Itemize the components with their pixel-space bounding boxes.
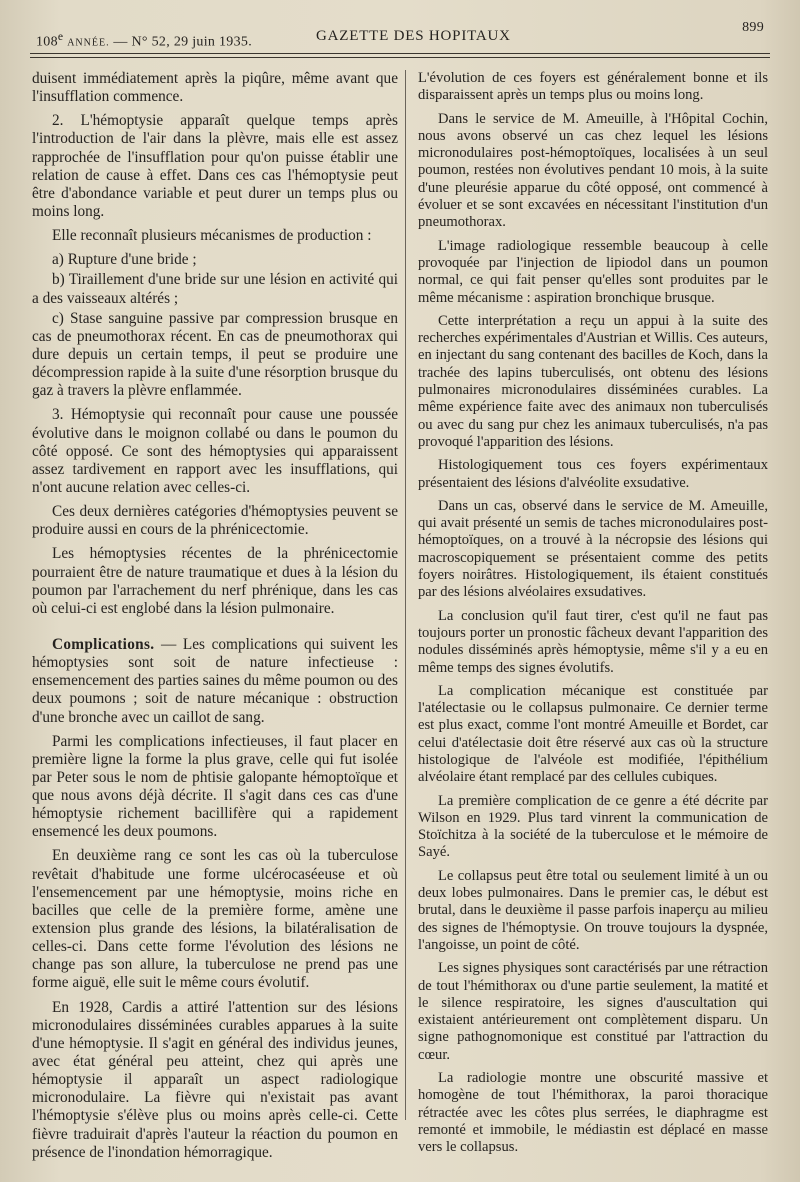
issue-info bbox=[36, 30, 252, 51]
paragraph: L'évolution de ces foyers est généralement bonne et ils disparaissent après un temps plus ou moins long. bbox=[418, 70, 768, 104]
paragraph: duisent immédiatement après la piqûre, même avant que l'insufflation commence. bbox=[32, 70, 398, 106]
paragraph: Dans le service de M. Ameuille, à l'Hôpital Cochin, nous avons observé un cas chez lequel les lésions micronodulaires post-hémoptoïques, localisées à un seul poumon, restées non évolutives pendant 10 mois, à la suite d'une pleurésie apparue du côté opposé, ont commencé à évoluer et se sont excavées en nécessitant l'institution d'un pneumothorax. bbox=[418, 110, 768, 231]
paragraph: Dans un cas, observé dans le service de M. Ameuille, qui avait présenté un semis de taches micronodulaires post-hémoptoïques, on a trouvé à la nécropsie des lésions qui macroscopiquement se présentaient comme des petits foyers noirâtres. Histologiquement, ils étaient constitués par des lésions alvéolaires exsudatives. bbox=[418, 497, 768, 601]
paragraph: La radiologie montre une obscurité massive et homogène de tout l'hémithorax, la paroi thoracique rétractée avec les côtes plus serrées, le diaphragme est remonté et immobile, le médiastin est déplacé en masse vers le collapsus. bbox=[418, 1070, 768, 1156]
paragraph: La conclusion qu'il faut tirer, c'est qu'il ne faut pas toujours porter un pronostic fâcheux devant l'apparition des nodules disséminés après hémoptysie, même s'il y a eu en même temps des signes évolutifs. bbox=[418, 607, 768, 676]
year-suffix: e bbox=[57, 30, 64, 43]
paragraph: La complication mécanique est constituée par l'atélectasie ou le collapsus pulmonaire. Ce dernier terme est plus exact, comme l'ont montré Ameuille et Bordet, car celui d'atélectasie doit être réservé aux cas où la structure histologique de l'alvéole est modifiée, l'épithélium alvéolaire étant remplacé par des cellules cubiques. bbox=[418, 682, 768, 786]
paragraph: Ces deux dernières catégories d'hémoptysies peuvent se produire aussi en cours de la phrénicectomie. bbox=[32, 503, 398, 539]
paragraph: Parmi les complications infectieuses, il faut placer en première ligne la forme la plus grave, celle qui fut isolée par Peter sous le nom de phtisie galopante hémoptoïque et que nous avons déjà décrite. Il s'agit dans ces cas d'une hémoptysie richement bacillifère qui a rapidement ensemencé les deux poumons. bbox=[32, 732, 398, 841]
issue-date: — N° 52, 29 juin 1935. bbox=[113, 34, 252, 50]
paragraph: 3. Hémoptysie qui reconnaît pour cause une poussée évolutive dans le moignon collabé ou dans le poumon du côté opposé. Ce sont des hémoptysies qui apparaissent assez tardivement en rapport avec les insufflations, qui n'ont aucune relation avec celles-ci. bbox=[32, 406, 398, 496]
page-number: 899 bbox=[742, 20, 764, 35]
section-text: — Les complications qui suivent les hémoptysies sont soit de nature infectieuse : ensemencement des parties saines du même poumon ou des deux poumons ; soit de nature mécanique : obstruction d'une bronche avec un caillot de sang. bbox=[32, 635, 398, 726]
running-header bbox=[36, 20, 768, 50]
complications-paragraph bbox=[32, 636, 398, 727]
paragraph: Cette interprétation a reçu un appui à la suite des recherches expérimentales d'Austrian et Willis. Ces auteurs, en injectant du sang contenant des bacilles de Koch, dans la trachée des lapins tuberculisés, ont obtenu des lésions pulmonaires micronodulaires disséminées curables. La même expérience faite avec des animaux non tuberculisés ou avec du sang pur chez les animaux tuberculisés, n'a pas provoqué l'apparition des lésions. bbox=[418, 312, 768, 450]
paragraph: La première complication de ce genre a été décrite par Wilson en 1929. Plus tard vinrent la communication de Stoïchitza à la société de la tuberculose et le mémoire de Sayé. bbox=[418, 792, 768, 861]
column-divider bbox=[405, 70, 406, 1120]
paragraph: Elle reconnaît plusieurs mécanismes de production : bbox=[52, 227, 372, 245]
year-number: 108 bbox=[36, 34, 58, 50]
paragraph: Les hémoptysies récentes de la phrénicectomie pourraient être de nature traumatique et dues à la lésion du poumon par l'arrachement du nerf phrénique, dans les cas où celui-ci est englobé dans la lésion pulmonaire. bbox=[32, 545, 398, 617]
paragraph: En deuxième rang ce sont les cas où la tuberculose revêtait d'habitude une forme ulcérocaséeuse et où l'ensemencement par une hémoptysie, moins riche en bacilles que celle de la première forme, amène une extension plus grande des lésions, la bilatéralisation de celles-ci. Dans cette forme l'évolution des lésions ne change pas son allure, la tuberculose ne prend pas une forme aiguë, elle suit le même cours évolutif. bbox=[32, 847, 398, 992]
header-rule-bottom bbox=[30, 57, 770, 58]
list-item: a) Rupture d'une bride ; bbox=[52, 251, 197, 269]
right-column bbox=[418, 70, 768, 1163]
paragraph: Le collapsus peut être total ou seulement limité à un ou deux lobes pulmonaires. Dans le premier cas, le début est brutal, dans le deuxième il passe parfois inaperçu au milieu des signes de l'hémoptysie. On trouve toujours la dyspnée, l'angoisse, un point de côté. bbox=[418, 867, 768, 953]
section-heading: Complications. bbox=[52, 635, 155, 653]
year-word: ANNÉE. bbox=[67, 37, 110, 49]
paragraph: 2. L'hémoptysie apparaît quelque temps après l'introduction de l'air dans la plèvre, mais elle est assez rapprochée de l'insufflation pour qu'on puisse établir une relation de cause à effet. Dans ces cas l'hémoptysie peut être d'abondance variable et peut durer un temps plus ou moins long. bbox=[32, 112, 398, 220]
list-item: b) Tiraillement d'une bride sur une lésion en activité qui a des vaisseaux altérés ; bbox=[32, 271, 398, 307]
header-rule-top bbox=[30, 53, 770, 54]
paragraph: Histologiquement tous ces foyers expérimentaux présentaient des lésions d'alvéolite exsudative. bbox=[418, 457, 768, 491]
left-column bbox=[32, 70, 398, 1168]
paragraph: En 1928, Cardis a attiré l'attention sur des lésions micronodulaires disséminées curables apparues à la suite d'une hémoptysie. Il s'agit en général des individus jeunes, avec état général peu atteint, chez qui après une hémoptysie il apparaît un aspect radiologique micronodulaire. La fièvre qui n'existait pas avant l'hémoptysie s'élève plus ou moins après celle-ci. Cette fièvre traduirait d'après l'auteur la réaction du poumon en présence de l'inondation hémorragique. bbox=[32, 998, 398, 1161]
paragraph: L'image radiologique ressemble beaucoup à celle provoquée par l'injection de lipiodol dans un poumon normal, ce qui fait penser qu'elles sont produites par le même mécanisme : aspiration bronchique brusque. bbox=[418, 237, 768, 306]
journal-title: GAZETTE DES HOPITAUX bbox=[316, 28, 511, 44]
list-item: c) Stase sanguine passive par compression brusque en cas de pneumothorax récent. En cas de pneumothorax qui dure depuis un certain temps, il peut se produire une décompression rapide à la suite d'une résorption brusque du gaz à travers la plèvre enflammée. bbox=[32, 309, 398, 400]
paragraph: Les signes physiques sont caractérisés par une rétraction de tout l'hémithorax ou d'une partie seulement, la matité et le silence respiratoire, les signes d'auscultation qui existaient antérieurement ont complètement disparu. Un signe pathognomonique est constitué par l'attraction du cœur. bbox=[418, 960, 768, 1063]
